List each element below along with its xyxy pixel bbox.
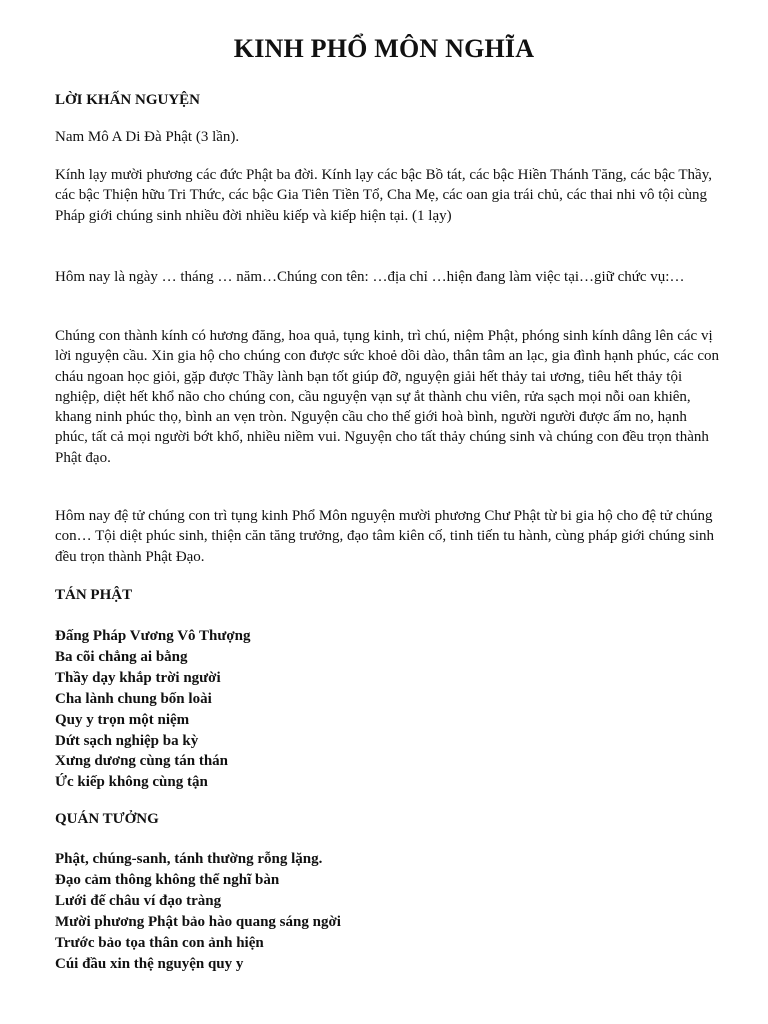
verse-tan-phat (55, 626, 715, 793)
verse-line: Xưng dương cùng tán thán (55, 753, 229, 770)
verse-line: Cha lành chung bốn loài (55, 690, 212, 707)
verse-line: Đạo cảm thông không thể nghĩ bàn (55, 871, 280, 888)
heading-tan-phat: TÁN PHẬT (55, 587, 133, 603)
verse-line: Phật, chúng-sanh, tánh thường rỗng lặng. (55, 851, 323, 867)
verse-line: Ức kiếp không cùng tận (55, 774, 208, 791)
verse-line: Thầy dạy khắp trời người (55, 669, 221, 686)
verse-line: Mười phương Phật bảo hào quang sáng ngời (55, 913, 341, 930)
document-title: KINH PHỔ MÔN NGHĨA (233, 34, 535, 63)
paragraph-tri-tung: Hôm nay đệ tử chúng con trì tụng kinh Phổ Môn nguyện mười phương Chư Phật từ bi gia hộ cho đệ tử chúng con… Tội diệt phúc sinh, thiện căn tăng trưởng, đạo tâm kiên cố, tinh tiến tu hành, cùng pháp giới chúng sinh đều trọn thành Phật Đạo. (55, 508, 715, 565)
heading-loi-khan-nguyen: LỜI KHẤN NGUYỆN (55, 92, 201, 108)
verse-line: Cúi đầu xin thệ nguyện quy y (55, 955, 244, 972)
verse-line: Lưới đế châu ví đạo tràng (55, 892, 222, 909)
paragraph-hom-nay: Hôm nay là ngày … tháng … năm…Chúng con tên: …địa chỉ …hiện đang làm việc tại…giữ chức vụ:… (55, 269, 685, 285)
heading-quan-tuong: QUÁN TƯỞNG (55, 811, 159, 827)
verse-line: Dứt sạch nghiệp ba kỳ (55, 732, 199, 749)
paragraph-nguyen-cau: Chúng con thành kính có hương đăng, hoa quả, tụng kinh, trì chú, niệm Phật, phóng sinh kính dâng lên các vị lời nguyện cầu. Xin gia hộ cho chúng con được sức khoẻ dồi dào, thân tâm an lạc, gia đình hạnh phúc, các con cháu ngoan học giỏi, gặp được Thầy lành bạn tốt giúp đỡ, nguyện giải hết thảy tai ương, tiêu hết thảy tội nghiệp, diệt hết khổ não cho chúng con, cầu nguyện vạn sự ắt thành chu viên, rửa sạch mọi nỗi oan khiên, khang ninh phúc thọ, bình an vẹn tròn. Nguyện cầu cho thế giới hoà bình, người người được ấm no, hạnh phúc, tất cả mọi người bớt khổ, nhiều niềm vui. Nguyện cho tất thảy chúng sinh và chúng con đều trọn thành Phật đạo. (55, 328, 720, 466)
verse-line: Ba cõi chẳng ai bằng (55, 648, 188, 665)
verse-line: Đấng Pháp Vương Vô Thượng (55, 628, 251, 644)
verse-line: Quy y trọn một niệm (55, 711, 190, 728)
verse-line: Trước bảo tọa thân con ảnh hiện (55, 934, 264, 951)
verse-quan-tuong (55, 849, 715, 974)
paragraph-kinh-lay: Kính lạy mười phương các đức Phật ba đời. Kính lạy các bậc Bồ tát, các bậc Hiền Thánh Tăng, các bậc Thầy, các bậc Thiện hữu Tri Thức, các bậc Gia Tiên Tiền Tổ, Cha Mẹ, các oan gia trái chủ, các thai nhi vô tội cùng Pháp giới chúng sinh nhiều đời nhiều kiếp và kiếp hiện tại. (1 lạy) (55, 167, 712, 224)
paragraph-nam-mo: Nam Mô A Di Đà Phật (3 lần). (55, 129, 240, 145)
